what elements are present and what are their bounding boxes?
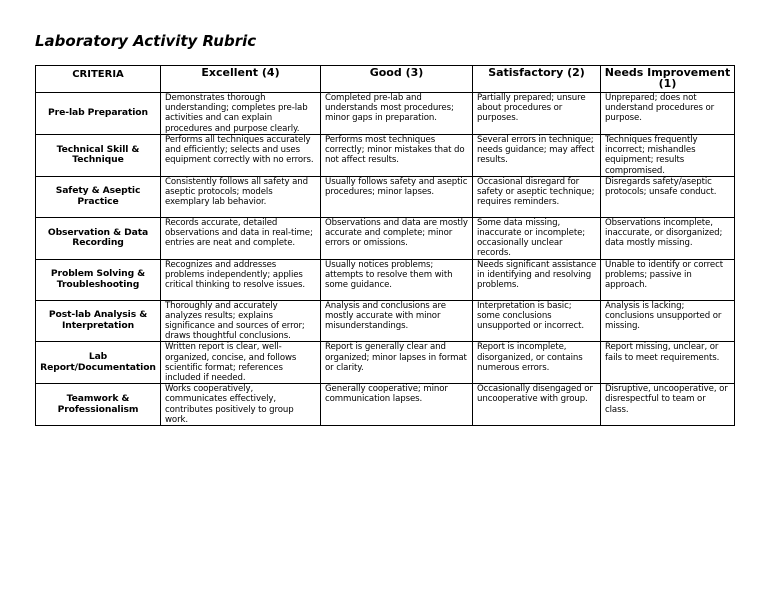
criteria-cell: Teamwork & Professionalism <box>36 384 161 426</box>
table-cell: Occasionally disengaged or uncooperative with group. <box>473 384 601 426</box>
table-cell: Thoroughly and accurately analyzes results; explains significance and sources of error; draws thoughtful conclusions. <box>161 300 321 342</box>
table-cell: Performs most techniques correctly; minor mistakes that do not affect results. <box>321 135 473 177</box>
column-header-criteria: CRITERIA <box>36 66 161 93</box>
table-cell: Observations and data are mostly accurate and complete; minor errors or omissions. <box>321 217 473 259</box>
criteria-cell: Pre-lab Preparation <box>36 93 161 135</box>
table-cell: Consistently follows all safety and aseptic protocols; models exemplary lab behavior. <box>161 176 321 217</box>
column-header-good: Good (3) <box>321 66 473 93</box>
table-cell: Report is incomplete, disorganized, or contains numerous errors. <box>473 342 601 384</box>
table-cell: Techniques frequently incorrect; mishandles equipment; results compromised. <box>601 135 735 177</box>
table-row <box>36 300 735 342</box>
table-cell: Usually follows safety and aseptic procedures; minor lapses. <box>321 176 473 217</box>
table-cell: Report missing, unclear, or fails to meet requirements. <box>601 342 735 384</box>
table-row <box>36 342 735 384</box>
table-cell: Analysis and conclusions are mostly accurate with minor misunderstandings. <box>321 300 473 342</box>
table-cell: Unprepared; does not understand procedures or purpose. <box>601 93 735 135</box>
table-cell: Usually notices problems; attempts to resolve them with some guidance. <box>321 259 473 300</box>
table-cell: Performs all techniques accurately and efficiently; selects and uses equipment correctly with no errors. <box>161 135 321 177</box>
table-cell: Some data missing, inaccurate or incomplete; occasionally unclear records. <box>473 217 601 259</box>
table-cell: Partially prepared; unsure about procedures or purposes. <box>473 93 601 135</box>
table-cell: Report is generally clear and organized; minor lapses in format or clarity. <box>321 342 473 384</box>
table-cell: Disregards safety/aseptic protocols; unsafe conduct. <box>601 176 735 217</box>
table-cell: Analysis is lacking; conclusions unsupported or missing. <box>601 300 735 342</box>
table-cell: Interpretation is basic; some conclusions unsupported or incorrect. <box>473 300 601 342</box>
table-cell: Unable to identify or correct problems; passive in approach. <box>601 259 735 300</box>
criteria-cell: Safety & Aseptic Practice <box>36 176 161 217</box>
table-cell: Recognizes and addresses problems independently; applies critical thinking to resolve issues. <box>161 259 321 300</box>
table-cell: Records accurate, detailed observations and data in real-time; entries are neat and complete. <box>161 217 321 259</box>
table-cell: Observations incomplete, inaccurate, or disorganized; data mostly missing. <box>601 217 735 259</box>
table-cell: Occasional disregard for safety or aseptic technique; requires reminders. <box>473 176 601 217</box>
table-cell: Several errors in technique; needs guidance; may affect results. <box>473 135 601 177</box>
criteria-cell: Post-lab Analysis & Interpretation <box>36 300 161 342</box>
criteria-cell: Technical Skill & Technique <box>36 135 161 177</box>
criteria-cell: Problem Solving & Troubleshooting <box>36 259 161 300</box>
rubric-table <box>35 65 735 426</box>
criteria-cell: Observation & Data Recording <box>36 217 161 259</box>
table-row <box>36 217 735 259</box>
header-row <box>36 66 735 93</box>
column-header-excellent: Excellent (4) <box>161 66 321 93</box>
table-cell: Needs significant assistance in identifying and resolving problems. <box>473 259 601 300</box>
table-cell: Completed pre-lab and understands most procedures; minor gaps in preparation. <box>321 93 473 135</box>
column-header-needs-improvement: Needs Improvement (1) <box>601 66 735 93</box>
table-cell: Written report is clear, well-organized, concise, and follows scientific format; references included if needed. <box>161 342 321 384</box>
table-cell: Generally cooperative; minor communication lapses. <box>321 384 473 426</box>
table-cell: Disruptive, uncooperative, or disrespectful to team or class. <box>601 384 735 426</box>
table-row <box>36 93 735 135</box>
table-row <box>36 384 735 426</box>
table-row <box>36 259 735 300</box>
table-cell: Works cooperatively, communicates effectively, contributes positively to group work. <box>161 384 321 426</box>
criteria-cell: Lab Report/Documentation <box>36 342 161 384</box>
table-row <box>36 135 735 177</box>
table-row <box>36 176 735 217</box>
column-header-satisfactory: Satisfactory (2) <box>473 66 601 93</box>
document-title: Laboratory Activity Rubric <box>35 32 257 50</box>
table-cell: Demonstrates thorough understanding; completes pre-lab activities and can explain procedures and purpose clearly. <box>161 93 321 135</box>
